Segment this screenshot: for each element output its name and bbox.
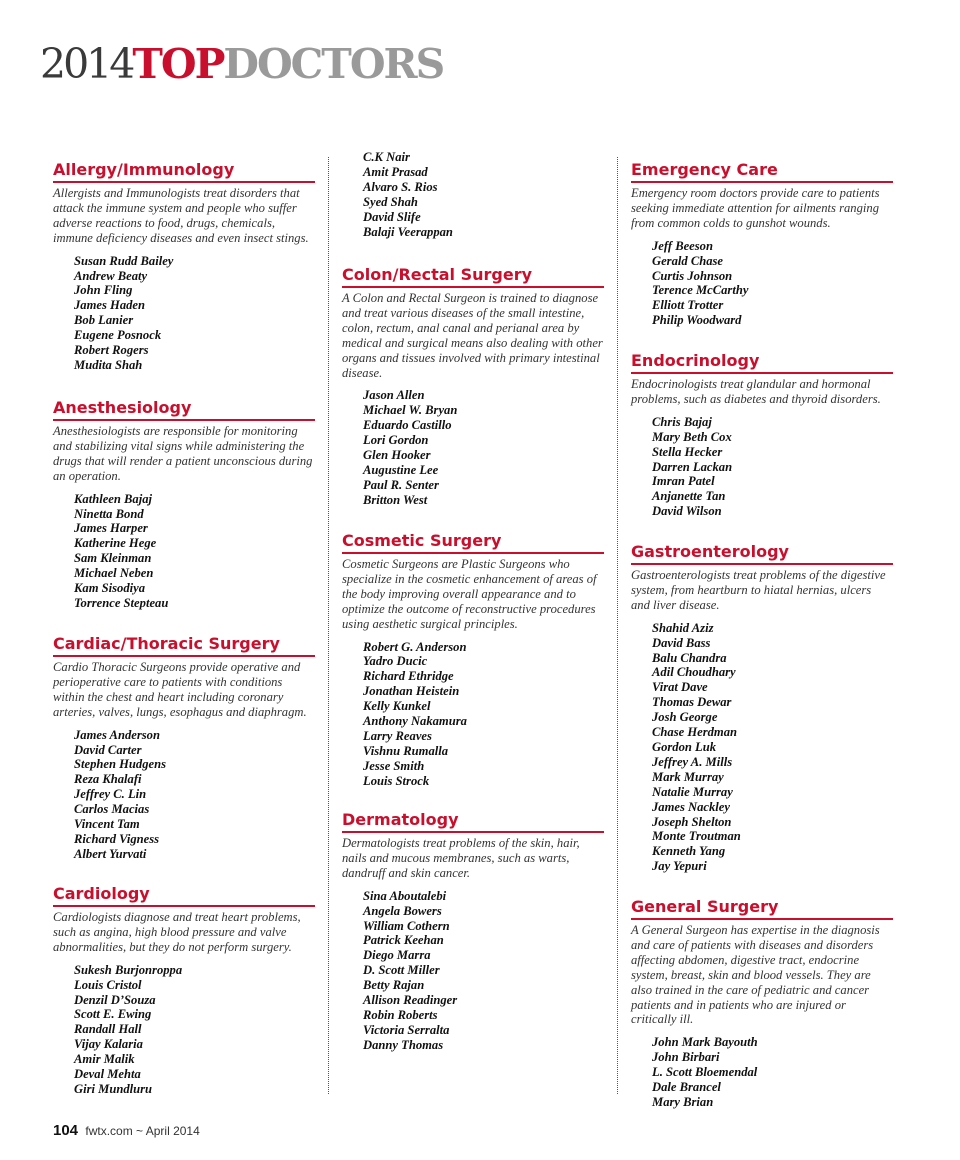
doctor-name: Giri Mundluru xyxy=(74,1081,153,1096)
doctor-name: Deval Mehta xyxy=(74,1067,141,1082)
doctor-name: Amir Malik xyxy=(74,1052,135,1067)
doctor-name: D. Scott Miller xyxy=(363,963,440,978)
doctor-name: Vishnu Rumalla xyxy=(363,743,449,758)
column-divider xyxy=(617,157,618,1094)
doctor-name: Carlos Macias xyxy=(74,802,150,817)
doctor-name: Kelly Kunkel xyxy=(363,699,431,714)
masthead-year: 2014 xyxy=(40,40,133,88)
doctor-name: David Carter xyxy=(74,742,142,757)
section-description: A General Surgeon has expertise in the diagnosis and care of patients with diseases and disorders affecting abdomen, digestive tract, endocrine system, breast, skin and blood vessels. They are also trained in the care of pediatric and cancer patients and in patients who are injured or critically ill. xyxy=(631,923,880,1027)
doctor-name: Dale Brancel xyxy=(652,1080,721,1095)
doctor-name: John Fling xyxy=(74,283,133,298)
doctor-name: Chase Herdman xyxy=(652,725,738,740)
doctor-name: L. Scott Bloemendal xyxy=(652,1065,758,1080)
doctor-name: Philip Woodward xyxy=(652,313,742,328)
doctor-name: Mary Brian xyxy=(652,1094,714,1109)
doctor-name: Eduardo Castillo xyxy=(363,418,452,433)
doctor-name: Sina Aboutalebi xyxy=(363,888,447,903)
doctor-name: Jonathan Heistein xyxy=(363,684,460,699)
doctor-name: Lori Gordon xyxy=(363,433,429,448)
doctor-name: Robert Rogers xyxy=(74,343,149,358)
section-title: Endocrinology xyxy=(631,351,893,374)
doctor-name: John Birbari xyxy=(652,1050,720,1065)
doctor-name: James Harper xyxy=(74,521,148,536)
section-dermatology xyxy=(342,810,604,1053)
doctor-name: Balu Chandra xyxy=(652,650,727,665)
section-title: General Surgery xyxy=(631,897,893,920)
doctor-name: Michael W. Bryan xyxy=(363,403,458,418)
doctor-name: Josh George xyxy=(652,710,718,725)
doctor-name: Anjanette Tan xyxy=(652,489,726,504)
doctor-name: Patrick Keehan xyxy=(363,933,444,948)
doctor-list xyxy=(652,1035,893,1110)
doctor-name: Richard Vigness xyxy=(74,831,160,846)
section-continued xyxy=(342,150,604,239)
doctor-name: Michael Neben xyxy=(74,566,154,581)
doctor-list xyxy=(363,640,604,789)
doctor-name: Jeffrey A. Mills xyxy=(652,754,733,769)
section-description: Cosmetic Surgeons are Plastic Surgeons who specialize in the cosmetic enhancement of areas of the body improving overall appearance and to optimize the outcome of reconstructive procedures using aesthetic surgical principles. xyxy=(342,557,597,631)
doctor-name: Larry Reaves xyxy=(363,728,432,743)
doctor-name: Reza Khalafi xyxy=(74,772,142,787)
doctor-name: Danny Thomas xyxy=(363,1037,444,1052)
doctor-name: Denzil D’Souza xyxy=(74,992,156,1007)
doctor-name: Balaji Veerappan xyxy=(363,224,453,239)
doctor-name: Syed Shah xyxy=(363,194,418,209)
doctor-name: Sam Kleinman xyxy=(74,551,152,566)
doctor-name: James Anderson xyxy=(74,727,160,742)
doctor-name: James Haden xyxy=(74,298,146,313)
section-title: Cardiology xyxy=(53,884,315,907)
section-colon-rectal-surgery xyxy=(342,265,604,508)
doctor-name: Chris Bajaj xyxy=(652,414,712,429)
section-emergency-care xyxy=(631,160,893,328)
section-endocrinology xyxy=(631,351,893,519)
section-title: Cosmetic Surgery xyxy=(342,531,604,554)
doctor-list xyxy=(74,963,315,1097)
doctor-list xyxy=(363,889,604,1053)
section-anesthesiology xyxy=(53,398,315,611)
doctor-name: Scott E. Ewing xyxy=(74,1007,152,1022)
doctor-name: Victoria Serralta xyxy=(363,1022,450,1037)
doctor-name: Richard Ethridge xyxy=(363,669,454,684)
doctor-list xyxy=(74,254,315,373)
doctor-name: Robin Roberts xyxy=(363,1007,438,1022)
section-title: Cardiac/Thoracic Surgery xyxy=(53,634,315,657)
doctor-name: Randall Hall xyxy=(74,1022,142,1037)
doctor-name: Monte Troutman xyxy=(652,829,741,844)
section-description: Allergists and Immunologists treat disorders that attack the immune system and people who suffer adverse reactions to food, drugs, chemicals, immune deficiency diseases and even insect stings. xyxy=(53,186,309,245)
doctor-list xyxy=(652,621,893,874)
section-description: Cardiologists diagnose and treat heart problems, such as angina, high blood pressure and valve abnormalities, but they do not perform surgery. xyxy=(53,910,301,954)
doctor-name: John Mark Bayouth xyxy=(652,1035,758,1050)
doctor-name: Augustine Lee xyxy=(363,462,439,477)
section-description: A Colon and Rectal Surgeon is trained to diagnose and treat various diseases of the small intestine, colon, rectum, anal canal and perianal area by medical and surgical means also dealing with other organs and tissues involved with primary intestinal disease. xyxy=(342,291,603,380)
doctor-name: Eugene Posnock xyxy=(74,328,162,343)
doctor-list xyxy=(74,728,315,862)
doctor-name: Adil Choudhary xyxy=(652,665,736,680)
doctor-name: Terence McCarthy xyxy=(652,283,749,298)
doctor-name: Ninetta Bond xyxy=(74,506,144,521)
doctor-list xyxy=(652,239,893,328)
masthead-top: TOP xyxy=(132,40,224,88)
section-gastroenterology xyxy=(631,542,893,874)
doctor-name: Albert Yurvati xyxy=(74,846,147,861)
doctor-name: Paul R. Senter xyxy=(363,477,439,492)
doctor-list xyxy=(74,492,315,611)
section-description: Cardio Thoracic Surgeons provide operative and perioperative care to patients with conditions within the chest and heart including coronary arteries, valves, lungs, esophagus and diaphragm. xyxy=(53,660,307,719)
doctor-name: Elliott Trotter xyxy=(652,298,724,313)
doctor-name: Vijay Kalaria xyxy=(74,1037,143,1052)
doctor-name: Anthony Nakamura xyxy=(363,714,467,729)
masthead-doctors: DOCTORS xyxy=(223,40,444,88)
doctor-name: Katherine Hege xyxy=(74,536,157,551)
doctor-name: Joseph Shelton xyxy=(652,814,732,829)
doctor-name: Thomas Dewar xyxy=(652,695,732,710)
doctor-name: Curtis Johnson xyxy=(652,268,733,283)
footer-text: fwtx.com ~ April 2014 xyxy=(85,1124,200,1138)
doctor-name: David Wilson xyxy=(652,504,722,519)
doctor-name: Jesse Smith xyxy=(363,758,425,773)
doctor-name: Alvaro S. Rios xyxy=(363,179,438,194)
doctor-name: Sukesh Burjonroppa xyxy=(74,962,183,977)
section-title: Colon/Rectal Surgery xyxy=(342,265,604,288)
section-allergy-immunology xyxy=(53,160,315,373)
doctor-name: Bob Lanier xyxy=(74,313,134,328)
doctor-name: Natalie Murray xyxy=(652,784,733,799)
doctor-name: Mary Beth Cox xyxy=(652,429,732,444)
doctor-name: Glen Hooker xyxy=(363,448,431,463)
doctor-list xyxy=(652,415,893,519)
doctor-name: Louis Cristol xyxy=(74,977,142,992)
doctor-name: C.K Nair xyxy=(363,150,410,164)
section-description: Emergency room doctors provide care to patients seeking immediate attention for ailments ranging from common colds to gunshot wounds. xyxy=(631,186,880,230)
doctor-name: Torrence Stepteau xyxy=(74,595,169,610)
page-number: 104 xyxy=(53,1122,79,1139)
doctor-list xyxy=(363,388,604,507)
page-footer xyxy=(53,1122,200,1139)
doctor-name: David Slife xyxy=(363,209,421,224)
column-divider xyxy=(328,157,329,1094)
doctor-name: Stella Hecker xyxy=(652,444,723,459)
doctor-name: Mark Murray xyxy=(652,769,724,784)
doctor-name: Diego Marra xyxy=(363,948,431,963)
doctor-name: Stephen Hudgens xyxy=(74,757,167,772)
doctor-name: Gordon Luk xyxy=(652,739,717,754)
doctor-name: Allison Readinger xyxy=(363,993,458,1008)
section-title: Dermatology xyxy=(342,810,604,833)
doctor-list xyxy=(363,150,604,239)
doctor-name: Andrew Beaty xyxy=(74,268,148,283)
doctor-name: James Nackley xyxy=(652,799,730,814)
doctor-name: Kathleen Bajaj xyxy=(74,491,153,506)
doctor-name: Louis Strock xyxy=(363,773,430,788)
section-description: Gastroenterologists treat problems of the digestive system, from heartburn to hiatal hernias, ulcers and liver disease. xyxy=(631,568,886,612)
doctor-name: Amit Prasad xyxy=(363,164,428,179)
doctor-name: Jason Allen xyxy=(363,388,425,403)
doctor-name: Jay Yepuri xyxy=(652,859,707,874)
doctor-name: Yadro Ducic xyxy=(363,654,428,669)
doctor-name: William Cothern xyxy=(363,918,450,933)
section-title: Gastroenterology xyxy=(631,542,893,565)
doctor-name: Kenneth Yang xyxy=(652,844,726,859)
section-cosmetic-surgery xyxy=(342,531,604,789)
section-cardiology xyxy=(53,884,315,1097)
doctor-name: Britton West xyxy=(363,492,428,507)
section-title: Allergy/Immunology xyxy=(53,160,315,183)
section-title: Emergency Care xyxy=(631,160,893,183)
doctor-name: Betty Rajan xyxy=(363,978,425,993)
section-description: Dermatologists treat problems of the skin, hair, nails and mucous membranes, such as warts, dandruff and skin cancer. xyxy=(342,836,580,880)
doctor-name: Virat Dave xyxy=(652,680,708,695)
doctor-name: Vincent Tam xyxy=(74,817,140,832)
doctor-name: Angela Bowers xyxy=(363,903,442,918)
doctor-name: Robert G. Anderson xyxy=(363,639,467,654)
doctor-name: Susan Rudd Bailey xyxy=(74,253,174,268)
masthead-title xyxy=(40,36,443,92)
doctor-name: Gerald Chase xyxy=(652,253,724,268)
section-description: Endocrinologists treat glandular and hormonal problems, such as diabetes and thyroid disorders. xyxy=(631,377,881,406)
doctor-name: Jeff Beeson xyxy=(652,238,713,253)
doctor-name: Imran Patel xyxy=(652,474,715,489)
doctor-name: Shahid Aziz xyxy=(652,620,714,635)
section-title: Anesthesiology xyxy=(53,398,315,421)
doctor-name: Mudita Shah xyxy=(74,357,143,372)
doctor-name: Kam Sisodiya xyxy=(74,581,146,596)
doctor-name: Darren Lackan xyxy=(652,459,733,474)
doctor-name: David Bass xyxy=(652,635,711,650)
doctor-name: Jeffrey C. Lin xyxy=(74,787,147,802)
section-description: Anesthesiologists are responsible for monitoring and stabilizing vital signs while administering the drugs that will render a patient unconscious during an operation. xyxy=(53,424,313,483)
section-general-surgery xyxy=(631,897,893,1110)
section-cardiac-thoracic-surgery xyxy=(53,634,315,862)
